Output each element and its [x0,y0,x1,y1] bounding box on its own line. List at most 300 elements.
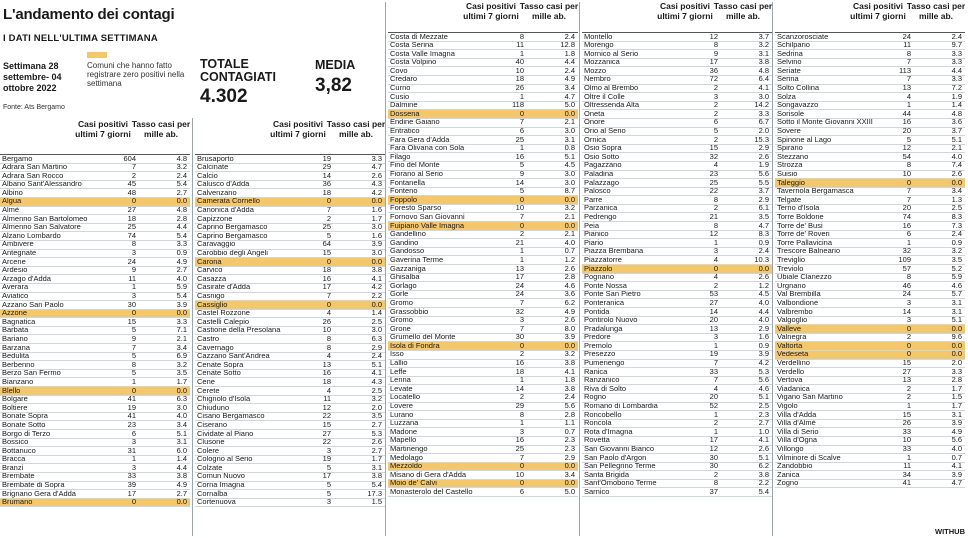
rate-per-thousand: 2.9 [371,344,382,352]
rate-per-thousand: 2.4 [176,172,187,180]
municipality-name: Olmo al Brembo [584,84,639,93]
rate-per-thousand: 0.9 [951,239,962,247]
municipality-name: Entratico [390,127,420,136]
table-row [195,464,385,473]
rate-per-thousand: 0.0 [371,258,382,266]
municipality-name: Schilpario [777,41,810,50]
rate-per-thousand: 1.6 [758,333,769,342]
table-row [775,188,965,197]
rate-per-thousand: 1.9 [758,161,769,170]
municipality-name: Morengo [584,41,614,50]
positive-cases: 27 [902,368,911,376]
positive-cases: 18 [127,215,136,223]
municipality-name: Ornica [584,136,607,144]
municipality-name: Pontirolo Nuovo [584,316,638,325]
table-row [582,334,772,343]
municipality-name: Mapello [390,436,417,445]
table-row [775,471,965,480]
rate-per-thousand: 4.0 [758,299,769,307]
rate-per-thousand: 4.1 [564,368,575,376]
municipality-name: Covo [390,67,408,75]
municipality-name: Spinone al Lago [777,136,832,144]
positive-cases: 8 [906,273,911,282]
municipality-name: Tavernola Bergamasca [777,187,854,196]
positive-cases: 0 [326,197,331,206]
table-row [582,385,772,394]
positive-cases: 23 [127,421,136,429]
column-header-cases: Casi positivi ultimi 7 giorni [850,1,906,21]
rate-per-thousand: 2.6 [564,265,575,273]
municipality-name: Nembro [584,75,611,84]
municipality-name: Grumello del Monte [390,333,456,342]
rate-per-thousand: 6.0 [176,447,187,455]
rate-per-thousand: 14.2 [754,101,769,110]
rate-per-thousand: 1.7 [951,385,962,393]
rate-per-thousand: 5.6 [758,376,769,385]
positive-cases: 0 [713,265,718,273]
positive-cases: 72 [709,75,718,84]
positive-cases: 25 [127,223,136,232]
municipality-name: Pontida [584,308,610,316]
rate-per-thousand: 2.3 [758,411,769,419]
positive-cases: 13 [515,265,524,273]
table-row [388,145,578,154]
positive-cases: 7 [326,292,331,300]
table-row [775,231,965,240]
table-row [195,164,385,173]
table-row [388,205,578,214]
positive-cases: 17 [322,472,331,481]
average-label: MEDIA [315,58,356,72]
municipality-name: Presezzo [584,350,616,359]
table-row [195,387,385,396]
positive-cases: 11 [903,41,911,50]
table-row [388,282,578,291]
positive-cases: 33 [127,472,136,481]
table-row [0,198,190,207]
municipality-name: Torre de' Busi [777,222,823,230]
table-row [195,207,385,216]
table-row [582,274,772,283]
municipality-name: Foresto Sparso [390,204,442,213]
municipality-name: Roncola [584,419,612,428]
municipality-name: San Giovanni Bianco [584,445,655,453]
table-column-5 [775,32,965,488]
positive-cases: 12 [322,404,331,412]
rate-per-thousand: 2.5 [951,204,962,213]
positive-cases: 36 [709,67,718,75]
municipality-name: Mozzo [584,67,607,75]
positive-cases: 30 [515,333,524,342]
positive-cases: 8 [713,196,718,204]
table-row [0,370,190,379]
municipality-name: Carvico [197,266,223,275]
positive-cases: 22 [322,412,331,421]
table-row [388,377,578,386]
table-row [0,267,190,276]
positive-cases: 8 [906,161,911,170]
table-row [388,360,578,369]
positive-cases: 8 [906,50,911,58]
municipality-name: Dossena [390,110,420,118]
rate-per-thousand: 2.2 [371,292,382,300]
positive-cases: 48 [127,189,136,197]
rate-per-thousand: 1.4 [176,455,187,464]
rate-per-thousand: 4.2 [758,359,769,368]
municipality-name: Villongo [777,445,804,453]
positive-cases: 2 [906,393,911,402]
rate-per-thousand: 0.0 [564,110,575,118]
municipality-name: Caravaggio [197,240,236,249]
table-row [195,353,385,362]
table-row [582,128,772,137]
positive-cases: 8 [131,240,136,249]
table-row [388,428,578,437]
table-row [388,256,578,265]
rate-per-thousand: 2.0 [758,127,769,136]
municipality-name: Verdello [777,368,805,376]
table-row [582,231,772,240]
rate-per-thousand: 4.2 [371,283,382,292]
municipality-name: Pradalunga [584,325,623,333]
municipality-name: Villa di Serio [777,428,819,436]
municipality-name: Credaro [390,75,418,84]
positive-cases: 24 [515,282,524,290]
table-row [388,59,578,68]
table-row [388,325,578,334]
table-row [0,181,190,190]
municipality-name: Mezzoldo [390,462,423,471]
positive-cases: 10 [515,471,524,479]
rate-per-thousand: 2.5 [371,318,382,326]
municipality-name: Cologno al Serio [197,455,253,464]
positive-cases: 0 [131,309,136,318]
table-row [0,353,190,362]
positive-cases: 15 [709,144,718,153]
municipality-name: Strozza [777,161,803,170]
rate-per-thousand: 1.9 [951,93,962,101]
positive-cases: 25 [515,136,524,144]
positive-cases: 19 [709,350,718,359]
rate-per-thousand: 2.5 [371,387,382,395]
column-header-rate: Tasso casi per mille ab. [713,1,773,21]
table-row [388,110,578,119]
municipality-name: Gorle [390,290,409,299]
positive-cases: 7 [519,118,524,127]
positive-cases: 7 [906,58,911,67]
positive-cases: 8 [713,222,718,230]
rate-per-thousand: 2.1 [564,118,575,127]
rate-per-thousand: 3.3 [951,58,962,67]
municipality-name: Comun Nuovo [197,472,245,481]
municipality-name: Antegnate [2,249,37,258]
table-row [775,403,965,412]
positive-cases: 4 [713,161,718,170]
municipality-name: Caprino Bergamasco [197,223,268,232]
positive-cases: 3 [519,428,524,436]
table-row [388,334,578,343]
positive-cases: 32 [709,153,718,161]
municipality-name: Ambivere [2,240,34,249]
rate-per-thousand: 3.1 [951,411,962,419]
rate-per-thousand: 5.4 [371,481,382,490]
positive-cases: 2 [519,393,524,402]
positive-cases: 18 [515,75,524,84]
positive-cases: 4 [906,93,911,101]
positive-cases: 9 [131,266,136,275]
table-row [775,299,965,308]
positive-cases: 7 [519,213,524,221]
rate-per-thousand: 0.9 [176,249,187,258]
table-row [0,215,190,224]
rate-per-thousand: 4.4 [564,58,575,67]
municipality-name: Vigolo [777,402,798,411]
table-row [388,248,578,257]
rate-per-thousand: 1.7 [176,378,187,386]
positive-cases: 0 [519,196,524,204]
positive-cases: 7 [519,454,524,462]
rate-per-thousand: 3.1 [951,308,962,316]
municipality-name: Gromo [390,299,413,307]
positive-cases: 44 [902,110,911,118]
table-row [195,275,385,284]
municipality-name: Calcinate [197,163,229,172]
table-row [775,480,965,489]
rate-per-thousand: 2.7 [176,266,187,275]
municipality-name: Oneta [584,110,605,118]
positive-cases: 7 [713,376,718,385]
positive-cases: 16 [515,153,524,161]
positive-cases: 74 [902,213,911,221]
municipality-name: Monasterolo del Castello [390,488,473,496]
municipality-name: Chiuduno [197,404,230,412]
positive-cases: 52 [709,402,718,411]
rate-per-thousand: 0.7 [951,454,962,462]
table-row [0,275,190,284]
rate-per-thousand: 3.0 [564,127,575,136]
table-row [582,488,772,497]
rate-per-thousand: 3.3 [176,240,187,249]
positive-cases: 0 [326,301,331,309]
table-row [195,370,385,379]
municipality-name: Grassobbio [390,308,429,316]
rate-per-thousand: 3.5 [176,369,187,378]
table-row [195,439,385,448]
municipality-name: Berzo San Fermo [2,369,61,378]
table-row [0,378,190,387]
column-divider [579,2,580,536]
table-row [0,301,190,310]
table-row [775,291,965,300]
table-row [0,396,190,405]
positive-cases: 11 [128,275,136,283]
rate-per-thousand: 2.4 [564,393,575,402]
rate-per-thousand: 3.8 [758,471,769,479]
municipality-name: Serina [777,75,799,84]
positive-cases: 3 [713,333,718,342]
positive-cases: 4 [713,256,718,264]
municipality-name: Gorlago [390,282,417,290]
rate-per-thousand: 2.6 [758,273,769,282]
table-row [582,110,772,119]
table-row [0,250,190,259]
positive-cases: 23 [709,170,718,178]
rate-per-thousand: 4.0 [951,445,962,453]
table-row [195,404,385,413]
table-row [388,188,578,197]
table-row [388,136,578,145]
table-row [0,284,190,293]
positive-cases: 8 [326,344,331,352]
positive-cases: 5 [326,464,331,472]
municipality-name: Fara Olivana con Sola [390,144,465,153]
table-row [195,456,385,465]
positive-cases: 21 [709,213,718,221]
municipality-name: Arzago d'Adda [2,275,51,283]
municipality-name: Carona [197,258,222,266]
rate-per-thousand: 3.9 [951,471,962,479]
table-row [775,454,965,463]
positive-cases: 1 [131,378,136,386]
municipality-name: Trescore Balneario [777,247,841,256]
positive-cases: 39 [127,481,136,490]
table-row [775,153,965,162]
positive-cases: 26 [322,318,331,326]
municipality-name: San Pellegrino Terme [584,462,656,471]
table-row [388,420,578,429]
positive-cases: 40 [515,58,524,67]
municipality-name: Ponte San Pietro [584,290,641,299]
municipality-name: Sorisole [777,110,805,118]
rate-per-thousand: 4.8 [951,110,962,118]
positive-cases: 6 [519,127,524,136]
municipality-name: Averara [2,283,29,292]
positive-cases: 24 [902,290,911,299]
positive-cases: 2 [713,110,718,118]
table-row [775,59,965,68]
municipality-name: Albano Sant'Alessandro [2,180,82,189]
positive-cases: 6 [713,118,718,127]
table-row [388,85,578,94]
positive-cases: 36 [322,180,331,189]
table-row [582,76,772,85]
municipality-name: Pagazzano [584,161,622,170]
positive-cases: 6 [519,488,524,496]
rate-per-thousand: 1.7 [371,455,382,464]
municipality-name: Lovere [390,402,413,411]
municipality-name: Bonate Sopra [2,412,48,421]
table-row [0,189,190,198]
column-divider [192,118,193,536]
rate-per-thousand: 4.1 [371,275,382,283]
municipality-name: Bagnatica [2,318,36,326]
municipality-name: Torre Boldone [777,213,824,221]
table-row [195,361,385,370]
municipality-name: Lurano [390,411,414,419]
table-row [775,265,965,274]
table-row [582,119,772,128]
rate-per-thousand: 2.3 [564,445,575,453]
municipality-name: Osio Sopra [584,144,622,153]
table-row [582,377,772,386]
positive-cases: 15 [127,318,136,326]
municipality-name: Solto Collina [777,84,820,93]
positive-cases: 19 [322,155,331,163]
table-row [775,420,965,429]
positive-cases: 10 [322,326,331,335]
positive-cases: 1 [713,239,718,247]
positive-cases: 3 [906,299,911,307]
positive-cases: 1 [713,342,718,350]
rate-per-thousand: 5.0 [564,488,575,496]
municipality-name: Premolo [584,342,612,350]
municipality-name: Arcene [2,258,26,266]
rate-per-thousand: 0.0 [564,342,575,350]
table-row [0,430,190,439]
municipality-name: Onore [584,118,605,127]
rate-per-thousand: 4.1 [758,84,769,93]
rate-per-thousand: 1.8 [564,376,575,385]
municipality-name: Alzano Lombardo [2,232,61,240]
positive-cases: 29 [515,402,524,411]
municipality-name: Brembate di Sopra [2,481,65,490]
rate-per-thousand: 10.3 [754,256,769,264]
positive-cases: 41 [902,479,911,488]
table-row [195,430,385,439]
rate-per-thousand: 5.1 [758,454,769,462]
rate-per-thousand: 0.0 [371,301,382,309]
table-row [388,67,578,76]
rate-per-thousand: 2.8 [564,273,575,282]
table-row [582,136,772,145]
positive-cases: 6 [906,230,911,239]
rate-per-thousand: 5.0 [564,101,575,110]
positive-cases: 2 [131,172,136,180]
municipality-name: Foppolo [390,196,418,204]
municipality-name: Medolago [390,454,423,462]
positive-cases: 5 [131,352,136,361]
rate-per-thousand: 2.8 [951,376,962,385]
column-header-cases: Casi positivi ultimi 7 giorni [270,119,326,139]
positive-cases: 20 [709,316,718,325]
table-row [388,454,578,463]
table-row [775,102,965,111]
municipality-name: Rota d'Imagna [584,428,633,436]
rate-per-thousand: 2.6 [951,170,962,178]
positive-cases: 26 [515,84,524,93]
table-row [388,171,578,180]
rate-per-thousand: 2.5 [758,402,769,411]
table-row [195,318,385,327]
rate-per-thousand: 3.0 [564,179,575,187]
table-row [195,499,385,508]
municipality-name: Selvino [777,58,802,67]
positive-cases: 7 [713,359,718,368]
table-row [582,403,772,412]
rate-per-thousand: 9.7 [951,41,962,50]
positive-cases: 1 [519,256,524,264]
municipality-name: Romano di Lombardia [584,402,658,411]
positive-cases: 10 [515,204,524,213]
rate-per-thousand: 0.0 [176,387,187,395]
table-row [582,93,772,102]
table-row [195,172,385,181]
table-row [775,428,965,437]
column-header-cases: Casi positivi ultimi 7 giorni [463,1,519,21]
municipality-name: Chignolo d'Isola [197,395,251,404]
rate-per-thousand: 4.0 [758,316,769,325]
table-row [195,198,385,207]
